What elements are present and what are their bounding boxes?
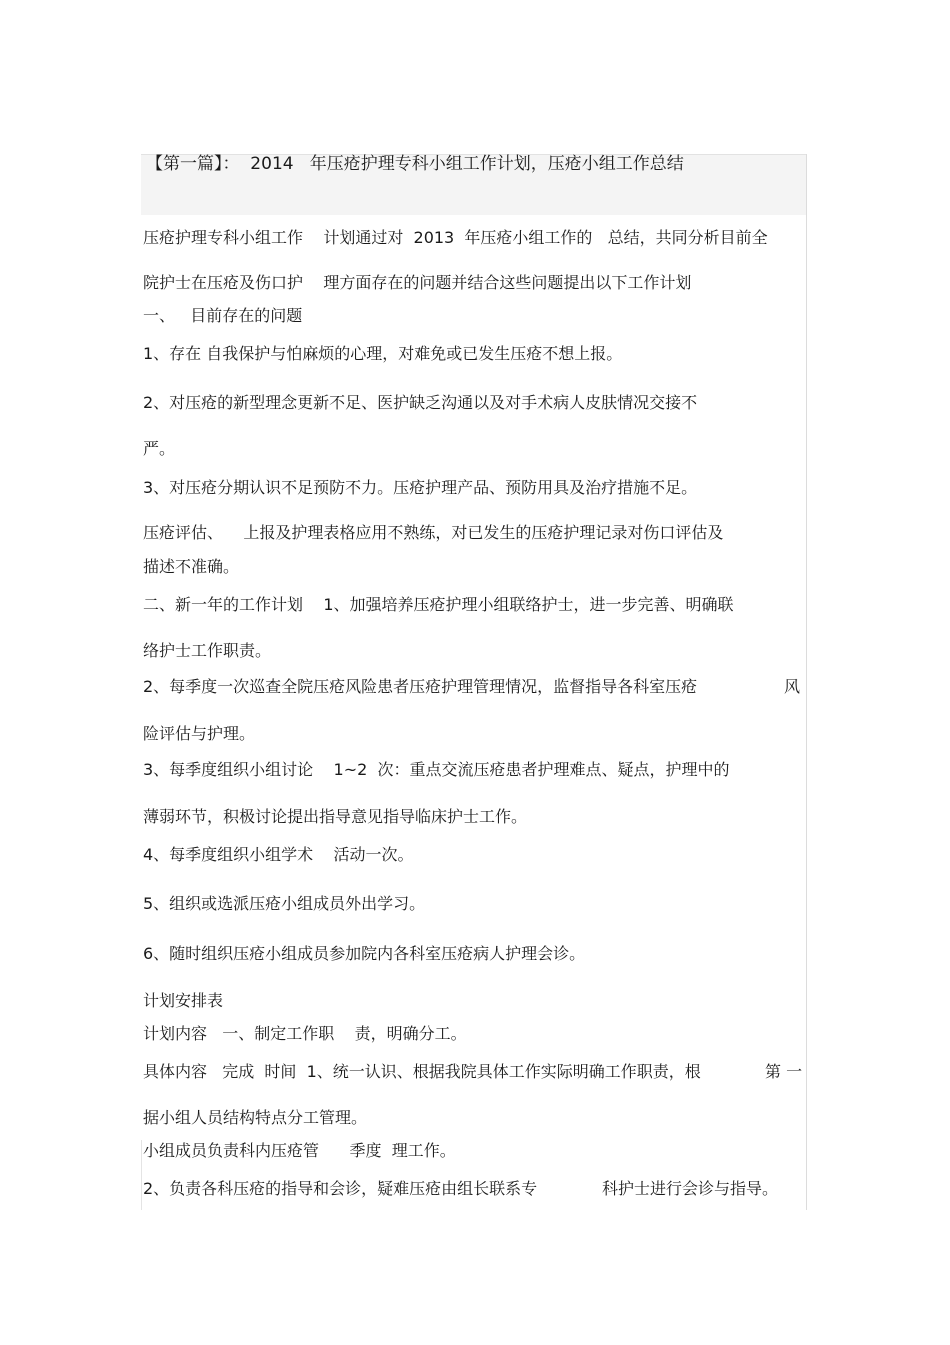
text-line: 描述不准确。 (143, 557, 240, 576)
text-line: 压疮护理专科小组工作 计划通过对 2013 年压疮小组工作的 总结，共同分析目前全 (143, 228, 768, 247)
text-line: 络护士工作职责。 (143, 641, 272, 660)
list-item: 2、对压疮的新型理念更新不足、医护缺乏沟通以及对手术病人皮肤情况交接不 (143, 393, 698, 412)
text-line: 具体内容 完成 时间 1、统一认识、根据我院具体工作实际明确工作职责，根 (143, 1062, 701, 1081)
document-title: 【第一篇】： 2014 年压疮护理专科小组工作计划，压疮小组工作总结 (146, 154, 684, 174)
table-left-border (141, 1140, 142, 1210)
list-item: 2、每季度一次巡查全院压疮风险患者压疮护理管理情况，监督指导各科室压疮 (143, 677, 698, 696)
table-right-border (806, 154, 807, 1210)
text-fragment: 科护士进行会诊与指导。 (602, 1179, 779, 1198)
text-line: 严。 (143, 439, 176, 458)
text-line: 小组成员负责科内压疮管 季度 理工作。 (143, 1141, 456, 1160)
list-item: 3、对压疮分期认识不足预防不力。压疮护理产品、预防用具及治疗措施不足。 (143, 478, 698, 497)
text-line: 压疮评估、 上报及护理表格应用不熟练，对已发生的压疮护理记录对伤口评估及 (143, 523, 724, 542)
section-heading: 计划安排表 (143, 991, 224, 1010)
list-item: 3、每季度组织小组讨论 1~2 次：重点交流压疮患者护理难点、疑点，护理中的 (143, 760, 730, 779)
list-item: 5、组织或选派压疮小组成员外出学习。 (143, 894, 426, 913)
list-item: 1、存在 自我保护与怕麻烦的心理，对难免或已发生压疮不想上报。 (143, 344, 623, 363)
text-line: 院护士在压疮及伤口护 理方面存在的问题并结合这些问题提出以下工作计划 (143, 273, 692, 292)
text-line: 据小组人员结构特点分工管理。 (143, 1108, 368, 1127)
list-item: 6、随时组织压疮小组成员参加院内各科室压疮病人护理会诊。 (143, 944, 586, 963)
text-line: 薄弱环节，积极讨论提出指导意见指导临床护士工作。 (143, 807, 528, 826)
text-fragment: 第 一 (765, 1062, 803, 1081)
section-heading: 二、新一年的工作计划 1、加强培养压疮护理小组联络护士，进一步完善、明确联 (143, 595, 734, 614)
list-item: 4、每季度组织小组学术 活动一次。 (143, 845, 414, 864)
text-line: 险评估与护理。 (143, 724, 256, 743)
text-line: 计划内容 一、制定工作职 责，明确分工。 (143, 1024, 467, 1043)
text-fragment: 风 (784, 677, 801, 696)
section-heading: 一、 目前存在的问题 (143, 306, 303, 325)
text-line: 2、负责各科压疮的指导和会诊，疑难压疮由组长联系专 (143, 1179, 538, 1198)
